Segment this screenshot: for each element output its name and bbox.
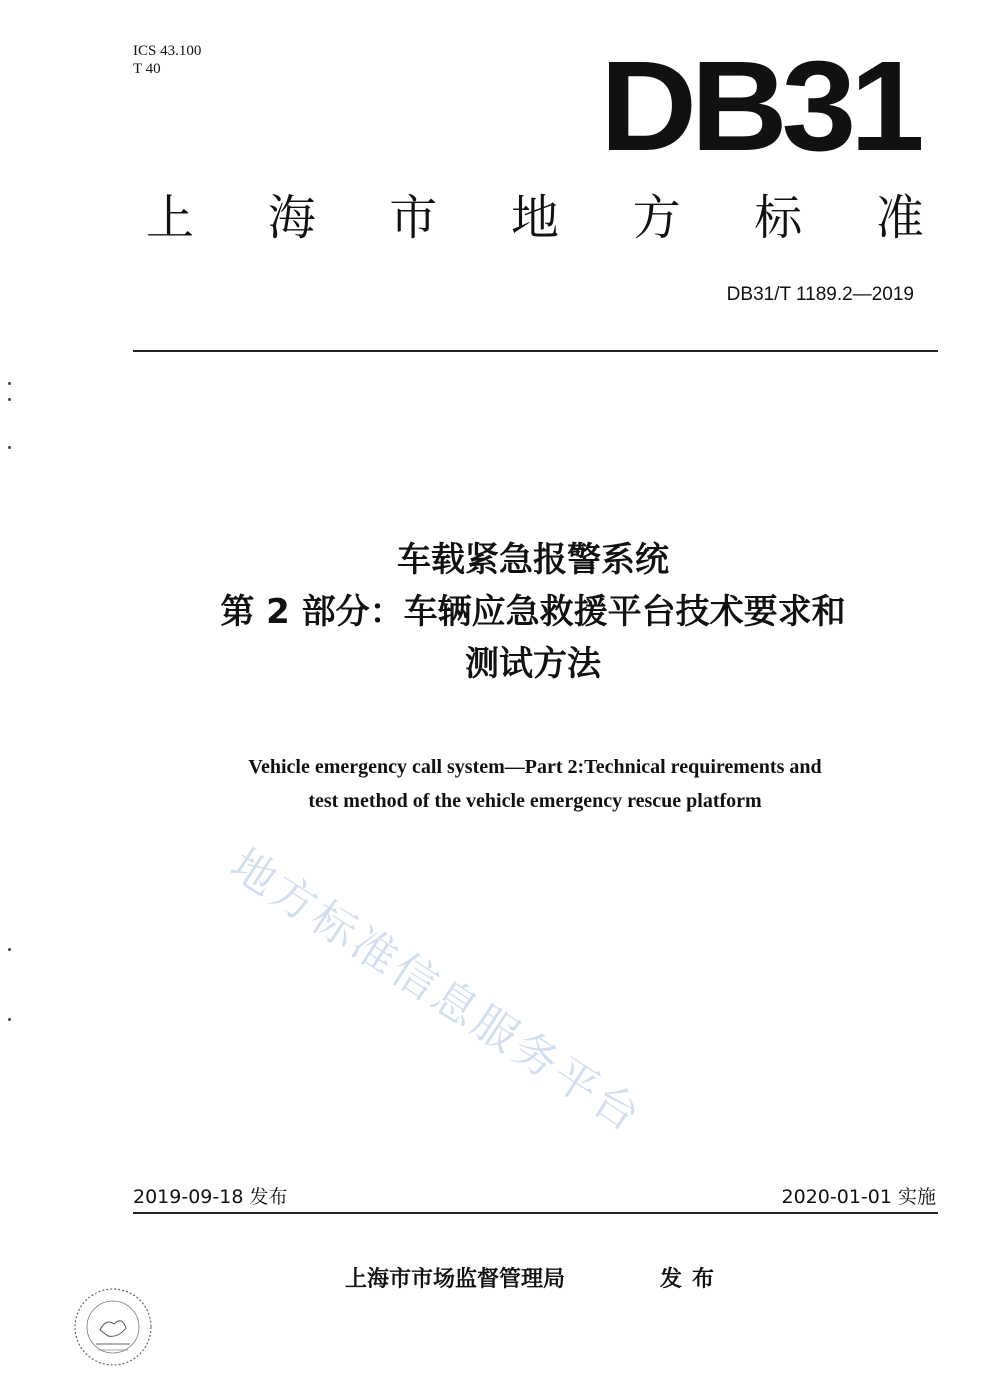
- seal-stamp-icon: [68, 1282, 158, 1372]
- standard-code: DB31/T 1189.2—2019: [726, 284, 914, 305]
- margin-mark: [8, 948, 11, 951]
- margin-mark: [8, 382, 11, 385]
- issue-date: 2019-09-18 发布: [133, 1186, 288, 1208]
- chinese-title-line: 车载紧急报警系统: [397, 540, 669, 580]
- implementation-date: 2020-01-01 实施: [781, 1186, 936, 1208]
- publish-label: 发布: [660, 1267, 725, 1292]
- chinese-title: [60, 534, 986, 690]
- watermark: 地方标准信息服务平台: [221, 839, 652, 1144]
- heading-char: 海: [267, 190, 316, 246]
- chinese-title-line: 测试方法: [465, 644, 601, 684]
- heading-char: 准: [875, 190, 924, 246]
- margin-mark: [8, 1018, 11, 1021]
- heading-char: 上: [145, 190, 194, 246]
- bottom-divider: [133, 1212, 938, 1214]
- margin-mark: [8, 446, 11, 449]
- chinese-title-line: 第 2 部分：车辆应急救援平台技术要求和: [220, 592, 846, 632]
- english-title-line: Vehicle emergency call system—Part 2:Technical requirements and: [248, 756, 822, 778]
- ics-code: ICS 43.100: [133, 43, 202, 59]
- classification-block: [133, 42, 201, 78]
- heading-char: 方: [632, 190, 681, 246]
- top-divider: [133, 350, 938, 352]
- english-title-line: test method of the vehicle emergency rescue platform: [308, 790, 762, 812]
- heading-char: 标: [754, 190, 803, 246]
- db31-logo: DB31: [600, 35, 919, 178]
- standard-type-heading: [140, 188, 930, 248]
- heading-char: 市: [389, 190, 438, 246]
- margin-mark: [8, 398, 11, 401]
- publisher-name: 上海市市场监督管理局: [345, 1267, 566, 1292]
- class-code: T 40: [133, 61, 161, 77]
- heading-char: 地: [510, 190, 559, 246]
- english-title: [120, 750, 950, 818]
